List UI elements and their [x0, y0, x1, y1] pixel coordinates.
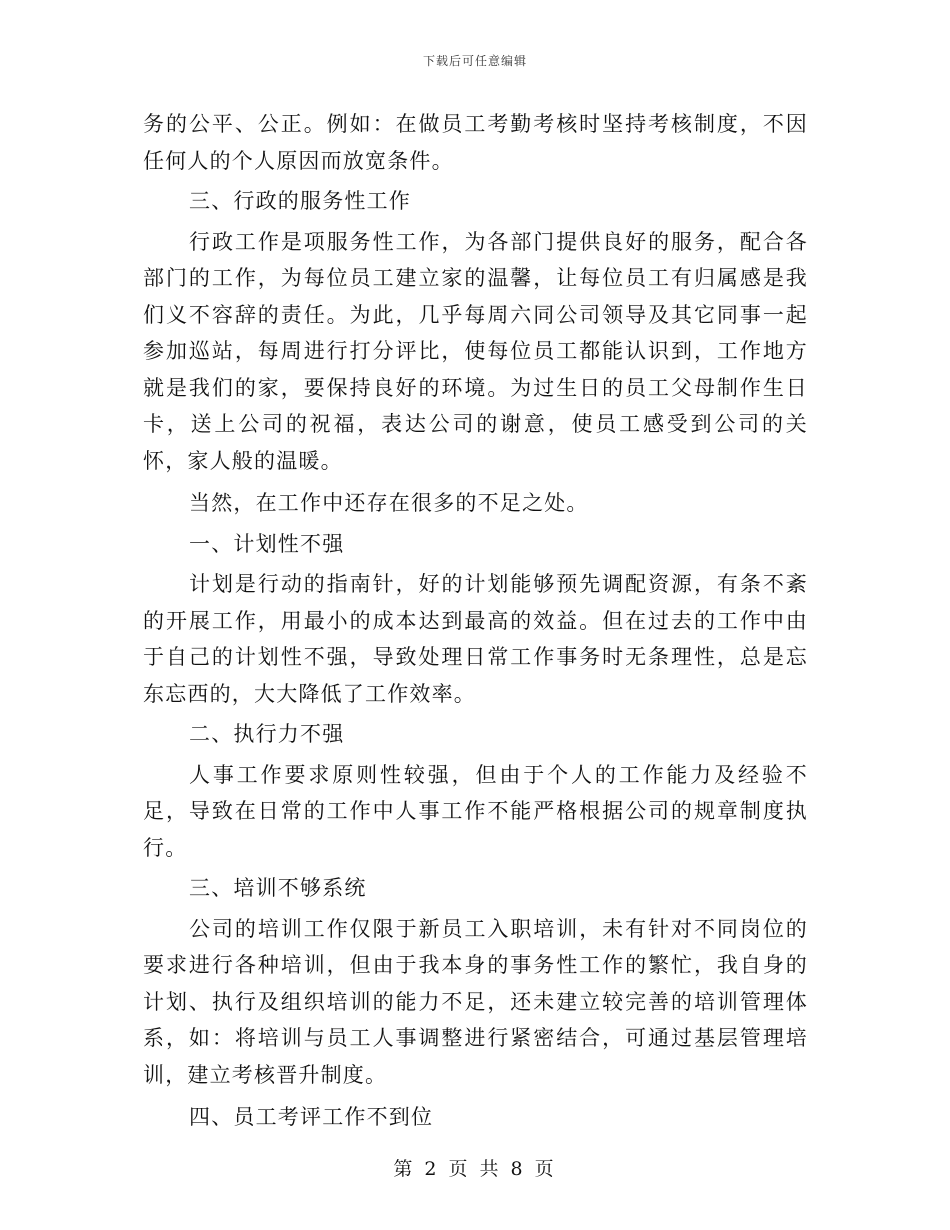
section-heading-execution: 二、执行力不强 — [189, 722, 345, 746]
paragraph-execution: 人事工作要求原则性较强，但由于个人的工作能力及经验不足，导致在日常的工作中人事工作不能严格根据公司的规章制度执行。 — [143, 762, 808, 860]
paragraph-admin-service: 行政工作是项服务性工作，为各部门提供良好的服务，配合各部门的工作，为每位员工建立家的温馨，让每位员工有归属感是我们义不容辞的责任。为此，几乎每周六同公司领导及其它同事一起参加巡站，每周进行打分评比，使每位员工都能认识到，工作地方就是我们的家，要保持良好的环境。为过生日的员工父母制作生日卡，送上公司的祝福，表达公司的谢意，使员工感受到公司的关怀，家人般的温暖。 — [143, 229, 808, 473]
paragraph-continuation: 务的公平、公正。例如：在做员工考勤考核时坚持考核制度，不因任何人的个人原因而放宽条件。 — [143, 112, 808, 173]
page-header: 下载后可任意编辑 — [422, 54, 527, 68]
document-body — [143, 106, 808, 1136]
section-heading-planning: 一、计划性不强 — [189, 531, 345, 556]
paragraph-shortcomings-intro: 当然，在工作中还存在很多的不足之处。 — [189, 491, 589, 515]
page-number: 第 2 页 共 8 页 — [393, 1158, 557, 1180]
section-heading-admin-service: 三、行政的服务性工作 — [189, 189, 411, 213]
paragraph-training: 公司的培训工作仅限于新员工入职培训，未有针对不同岗位的要求进行各种培训，但由于我本身的事务性工作的繁忙，我自身的计划、执行及组织培训的能力不足，还未建立较完善的培训管理体系，如：将培训与员工人事调整进行紧密结合，可通过基层管理培训，建立考核晋升制度。 — [143, 916, 808, 1087]
section-heading-training: 三、培训不够系统 — [189, 876, 367, 900]
paragraph-planning: 计划是行动的指南针，好的计划能够预先调配资源，有条不紊的开展工作，用最小的成本达到最高的效益。但在过去的工作中由于自己的计划性不强，导致处理日常工作事务时无条理性，总是忘东忘西的，大大降低了工作效率。 — [143, 572, 808, 706]
section-heading-evaluation: 四、员工考评工作不到位 — [189, 1105, 434, 1129]
